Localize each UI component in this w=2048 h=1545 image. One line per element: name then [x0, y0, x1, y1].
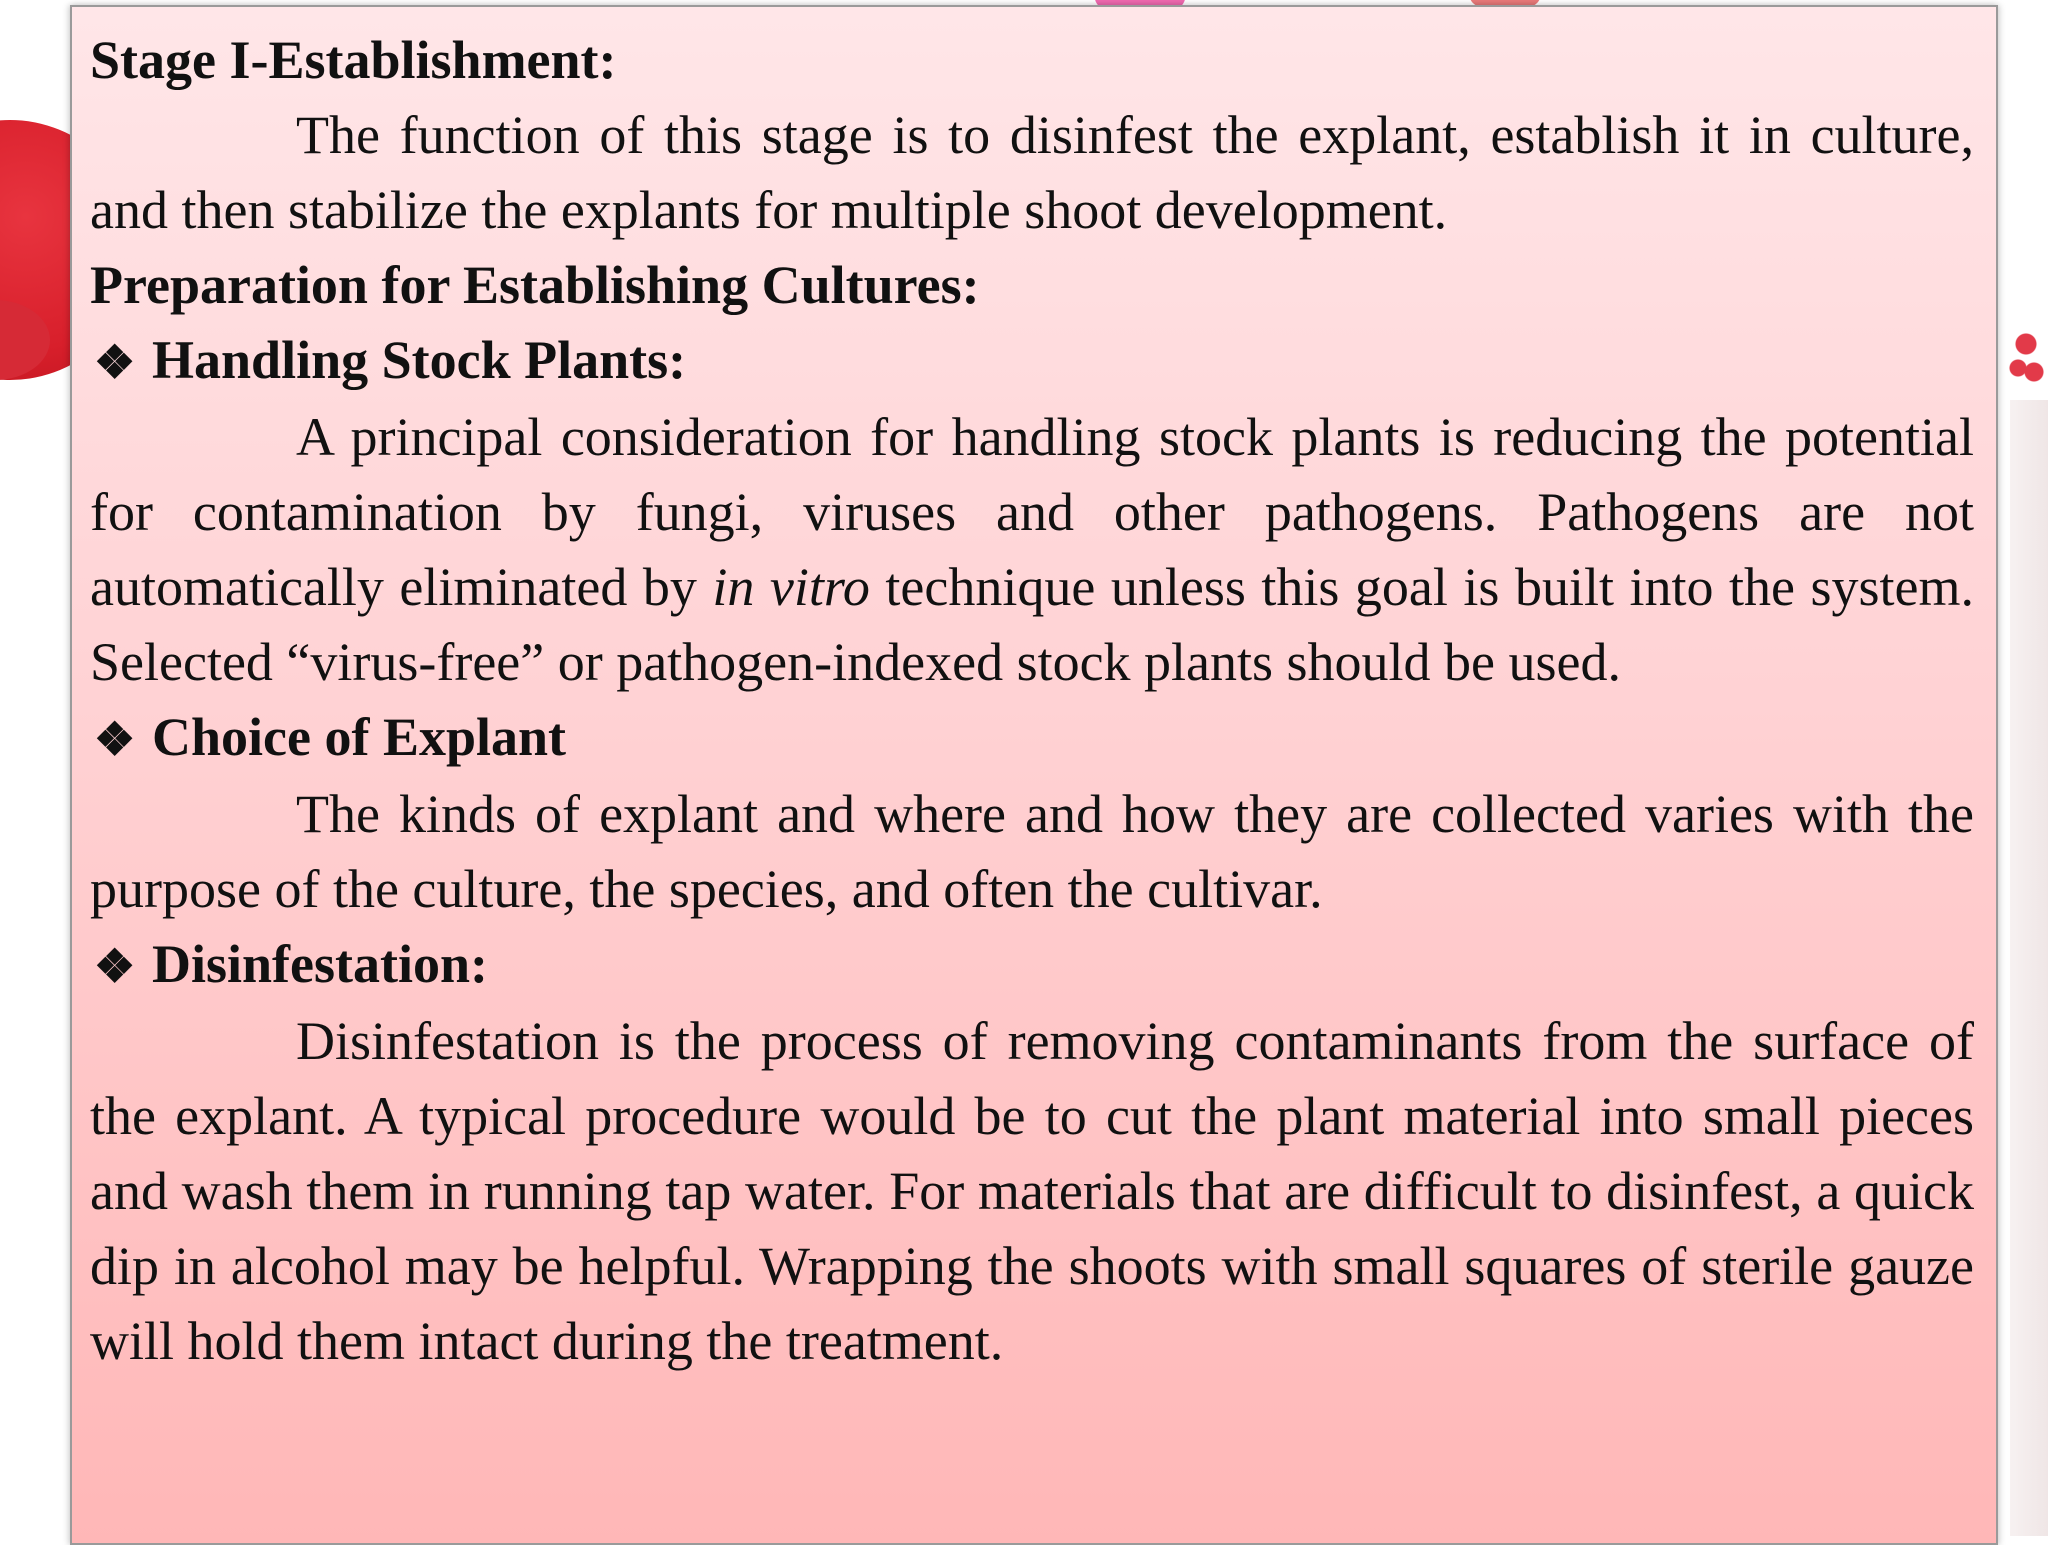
decorative-red-flower [2006, 320, 2046, 400]
section-body-text: A principal consideration for handling stock plants is reducing the potential for contamination by fungi, viruses and other pathogens. Pathogens are not automatically eliminated by [90, 407, 1974, 617]
section-heading-disinfestation [90, 927, 1974, 1004]
section-body-choice-of-explant: The kinds of explant and where and how they are collected varies with the purpose of the culture, the species, and often the cultivar. [90, 784, 1974, 919]
four-petal-diamond-icon: ❖ [94, 714, 136, 765]
section-heading-choice-of-explant [90, 700, 1974, 777]
four-petal-diamond-icon: ❖ [94, 941, 136, 992]
section-heading-handling-stock-plants [90, 323, 1974, 400]
in-vitro-italic-text: in vitro [712, 557, 870, 617]
section-body-text-continued: technique unless this goal is built into the system. Selected “virus-free” or pathogen-indexed stock plants should be used. [90, 557, 1974, 692]
section-heading-label: Disinfestation: [152, 934, 488, 994]
content-panel [70, 5, 1998, 1545]
section-heading-label: Handling Stock Plants: [152, 330, 687, 390]
preparation-heading: Preparation for Establishing Cultures: [90, 255, 980, 315]
section-body-handling-stock-plants [90, 400, 1974, 700]
stage-heading: Stage I-Establishment: [90, 30, 617, 90]
four-petal-diamond-icon: ❖ [94, 337, 136, 388]
section-heading-label: Choice of Explant [152, 707, 567, 767]
decorative-right-strip [2010, 400, 2048, 1536]
section-body-disinfestation: Disinfestation is the process of removing contaminants from the surface of the explant. A typical procedure would be to cut the plant material into small pieces and wash them in running tap water. For materials that are difficult to disinfest, a quick dip in alcohol may be helpful. Wrapping the shoots with small squares of sterile gauze will hold them intact during the treatment. [90, 1011, 1974, 1371]
stage-body: The function of this stage is to disinfest the explant, establish it in culture, and then stabilize the explants for multiple shoot development. [90, 105, 1974, 240]
